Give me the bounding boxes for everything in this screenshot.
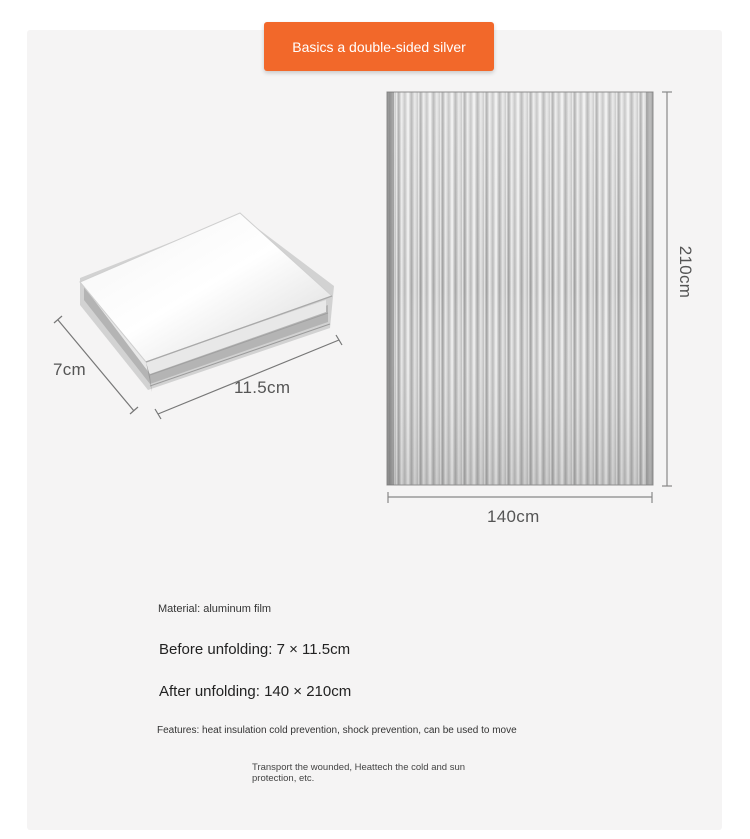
after-unfolding-text: After unfolding: 140 × 210cm xyxy=(159,683,352,700)
material-text: Material: aluminum film xyxy=(158,603,272,615)
height-label: 210cm xyxy=(676,245,695,299)
title-badge-label: Basics a double-sided silver xyxy=(292,38,466,55)
features-text: Features: heat insulation cold prevention, shock prevention, can be used to move xyxy=(157,725,517,736)
width-dimension-line xyxy=(388,492,652,503)
before-unfolding-text: Before unfolding: 7 × 11.5cm xyxy=(159,641,351,658)
unfolded-blanket-image xyxy=(387,92,653,485)
length-label: 11.5cm xyxy=(234,378,291,397)
height-dimension-line xyxy=(662,92,672,486)
depth-label: 7cm xyxy=(53,360,87,379)
width-label: 140cm xyxy=(487,507,540,526)
transport-text: Transport the wounded, Heattech the cold and sun protection, etc. xyxy=(252,762,466,784)
folded-blanket-image xyxy=(80,213,334,392)
